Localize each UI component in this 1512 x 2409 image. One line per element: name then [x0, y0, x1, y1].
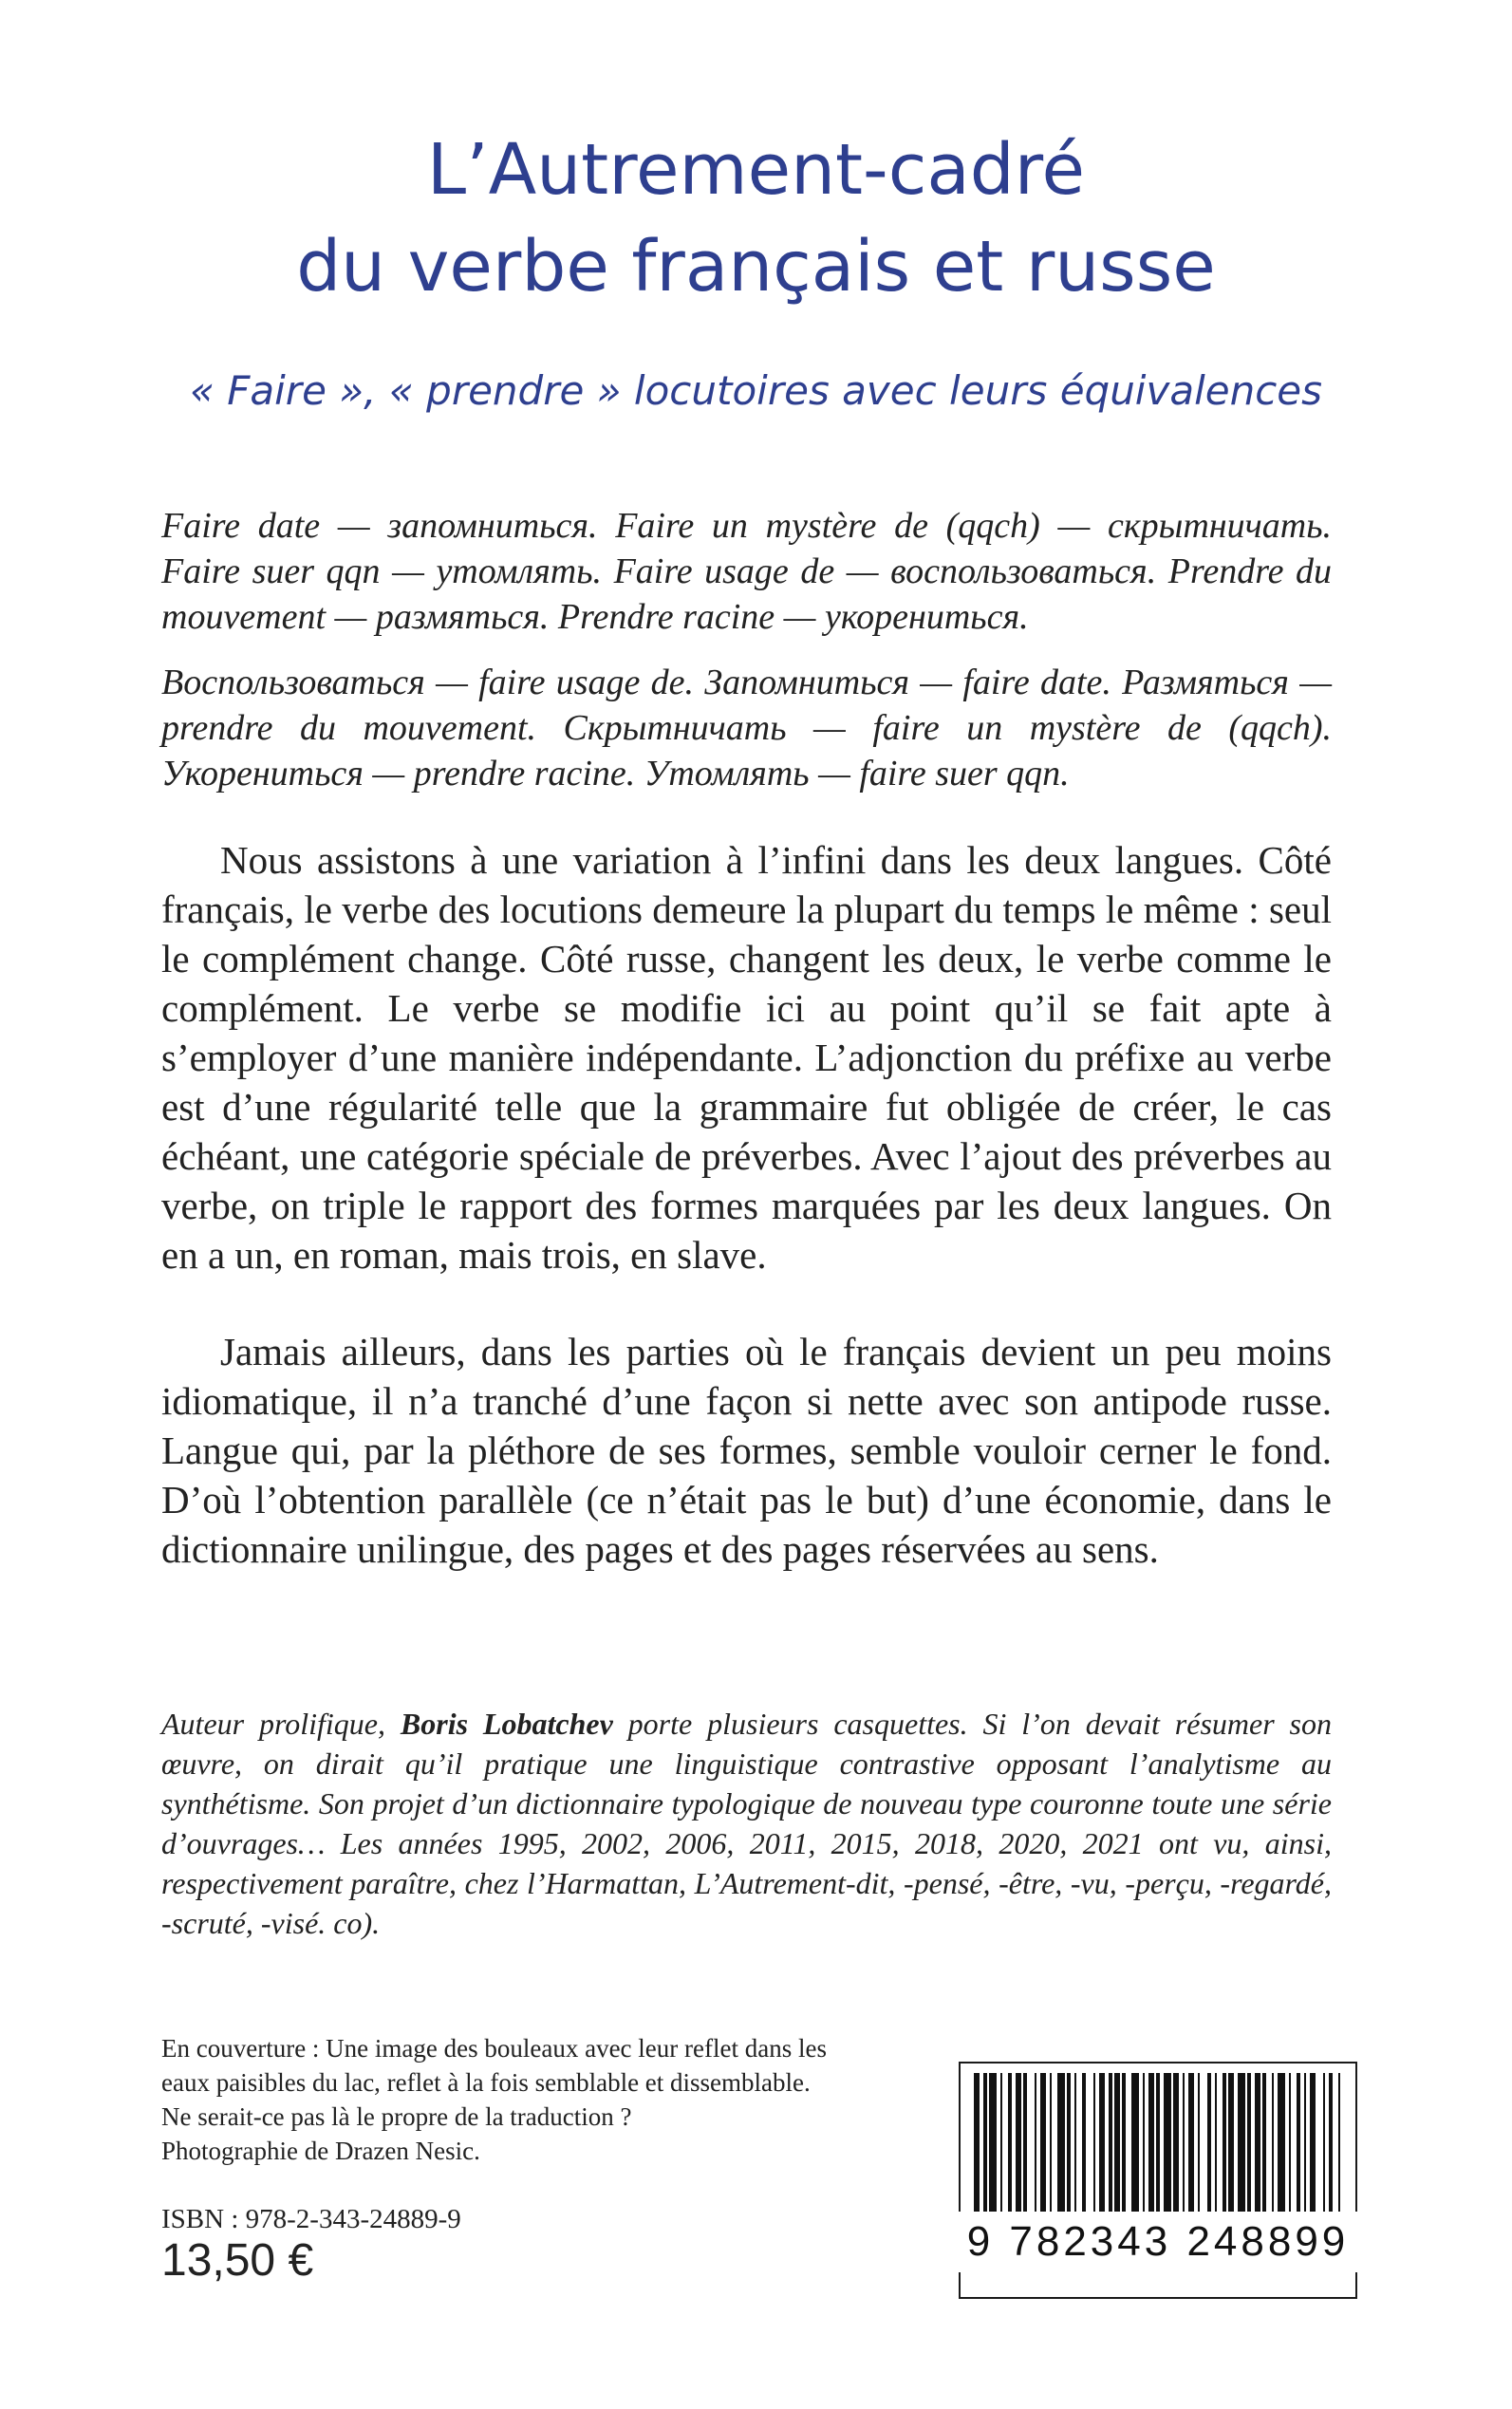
quote-russian-french: Воспользоваться — faire usage de. Запомниться — faire date. Размяться — prendre du mouvement. Скрытничать — faire un mystère de (qqch). Укорениться — prendre racine. Утомлять — faire suer qqn. [161, 663, 1332, 794]
barcode-bar [1131, 2073, 1139, 2213]
author-bio-prefix: Auteur prolifique, [161, 1707, 401, 1741]
barcode-bar [1247, 2073, 1251, 2213]
barcode-bar [1183, 2073, 1185, 2213]
title-line-1: L’Autrement-cadré [426, 129, 1086, 211]
barcode-bar [1023, 2073, 1027, 2213]
barcode-bar [1035, 2073, 1036, 2213]
barcode-bar [1074, 2073, 1076, 2213]
barcode-bar [1143, 2073, 1145, 2213]
cover-photo-note [161, 2031, 916, 2168]
barcode-bar [1262, 2073, 1266, 2213]
barcode-bar [1323, 2073, 1325, 2213]
barcode-bar [989, 2073, 997, 2213]
barcode-bar [1188, 2073, 1194, 2213]
author-name: Boris Lobatchev [400, 1707, 613, 1741]
barcode-bar [1338, 2073, 1340, 2213]
barcode-bar [1207, 2073, 1211, 2213]
title-line-2: du verbe français et russe [296, 226, 1216, 308]
subtitle: « Faire », « prendre » locutoires avec leurs équivalences [189, 367, 1323, 414]
barcode-bar [1099, 2073, 1105, 2213]
barcode-bar [1093, 2073, 1095, 2213]
barcode-bar [1000, 2073, 1002, 2213]
cover-note-line: En couverture : Une image des bouleaux avec leur reflet dans les [161, 2034, 827, 2063]
author-bio-rest: porte plusieurs casquettes. Si l’on devait résumer son œuvre, on dirait qu’il pratique une linguistique contrastive opposant l’analytisme au synthétisme. Son projet d’un dictionnaire typologique de nouveau type couronne toute une série d’ouvrages… Les années 1995, 2002, 2006, 2011, 2015, 2018, 2020, 2021 ont vu, ainsi, respectivement paraître, chez l’Harmattan, L’Autrement-dit, -pensé, -être, -vu, -perçu, -regardé, -scruté, -visé. co). [161, 1707, 1333, 1940]
cover-note-line: Ne serait-ce pas là le propre de la traduction ? [161, 2102, 632, 2131]
barcode-bar [1310, 2073, 1316, 2213]
barcode-bar [1156, 2073, 1160, 2213]
barcode-digits: 9 782343 248899 [959, 2212, 1357, 2272]
barcode-bar [1016, 2073, 1021, 2213]
barcode-bar [1215, 2073, 1217, 2213]
barcode-bar [1164, 2073, 1171, 2213]
barcode-bar [1082, 2073, 1086, 2213]
author-bio [161, 1704, 1332, 1943]
barcode-bar [1329, 2073, 1333, 2213]
barcode-bar [1148, 2073, 1154, 2213]
barcode-bar [1040, 2073, 1046, 2213]
barcode-bar [1008, 2073, 1012, 2213]
barcode-bar [1255, 2073, 1260, 2213]
price: 13,50 € [161, 2235, 314, 2286]
barcode-bar [1114, 2073, 1120, 2213]
blurb-paragraph-1: Nous assistons à une variation à l’infini dans les deux langues. Côté français, le verbe des locutions demeure la plupart du temps le même : seul le complément change. Côté russe, changent les deux, le verbe comme le complément. Le verbe se modifie ici au point qu’il se fait apte à s’employer d’une manière indépendante. L’adjonction du préfixe au verbe est d’une régularité telle que la grammaire fut obligée de créer, le cas échéant, une catégorie spéciale de préverbes. Avec l’ajout des préverbes au verbe, on triple le rapport des formes marquées par les deux langues. On en a un, en roman, mais trois, en slave. [161, 838, 1332, 1277]
barcode-bar [1067, 2073, 1071, 2213]
barcode-bar [1304, 2073, 1306, 2213]
barcode-bar [983, 2073, 987, 2213]
barcode-bar [1122, 2073, 1126, 2213]
barcode-bar [1228, 2073, 1234, 2213]
barcode-bar [974, 2073, 980, 2213]
barcode-bar [1297, 2073, 1300, 2213]
barcode-bar [1223, 2073, 1226, 2213]
barcode-bar [1173, 2073, 1179, 2213]
cover-note-line: eaux paisibles du lac, reflet à la fois semblable et dissemblable. [161, 2068, 811, 2097]
barcode-bar [1289, 2073, 1291, 2213]
blurb-paragraph-2: Jamais ailleurs, dans les parties où le français devient un peu moins idiomatique, il n’a tranché d’une façon si nette avec son antipode russe. Langue qui, par la pléthore de ses formes, semble vouloir cerner le fond. D’où l’obtention parallèle (ce n’était pas le but) d’une économie, dans le dictionnaire unilingue, des pages et des pages réservées au sens. [161, 1330, 1332, 1571]
barcode-bar [1050, 2073, 1052, 2213]
barcode-bar [1278, 2073, 1285, 2213]
barcode-bar [1238, 2073, 1245, 2213]
quote-french-russian: Faire date — запомниться. Faire un mystère de (qqch) — скрытничать. Faire suer qqn — утомлять. Faire usage de — воспользоваться. Prendre du mouvement — размяться. Prendre racine — укорениться. [161, 506, 1332, 637]
isbn: ISBN : 978-2-343-24889-9 [161, 2204, 461, 2234]
barcode-bar [1057, 2073, 1065, 2213]
cover-note-line: Photographie de Drazen Nesic. [161, 2137, 480, 2165]
barcode-bar [1272, 2073, 1274, 2213]
barcode-bar [1198, 2073, 1200, 2213]
barcode-bar [1109, 2073, 1112, 2213]
